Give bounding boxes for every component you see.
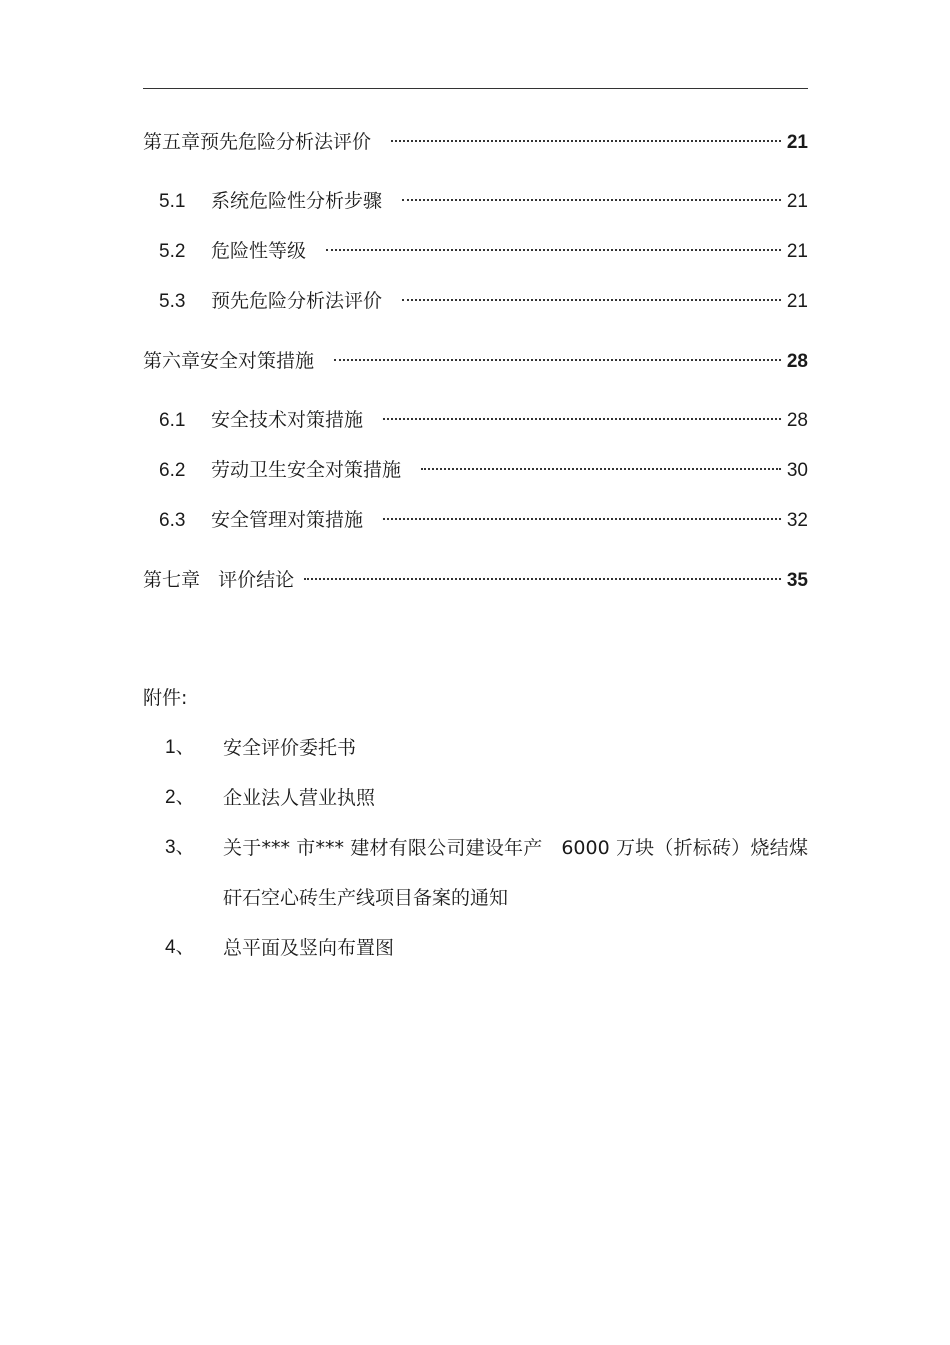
toc-page-number: 30 bbox=[786, 460, 808, 481]
toc-title: 第六章安全对策措施 bbox=[143, 350, 315, 372]
toc-leader-dots bbox=[391, 140, 781, 142]
toc-page-number: 21 bbox=[786, 291, 808, 312]
toc-title: 安全技术对策措施 bbox=[211, 409, 364, 431]
toc-title: 第五章预先危险分析法评价 bbox=[143, 131, 372, 153]
toc-leader-dots bbox=[334, 359, 781, 361]
attachment-text: 总平面及竖向布置图 bbox=[223, 937, 395, 959]
toc-leader-dots bbox=[402, 199, 781, 201]
toc-section-number: 5.2 bbox=[159, 241, 186, 262]
attachment-number: 4、 bbox=[165, 937, 195, 958]
attachment-number: 3、 bbox=[165, 837, 195, 858]
toc-entry-5-2[interactable] bbox=[159, 236, 808, 266]
toc-page-number: 21 bbox=[786, 241, 808, 262]
toc-section-number: 5.1 bbox=[159, 191, 186, 212]
toc-page-number: 21 bbox=[786, 132, 808, 153]
toc-entry-chapter-5[interactable] bbox=[143, 127, 808, 157]
toc-page-number: 21 bbox=[786, 191, 808, 212]
toc-section-number: 6.3 bbox=[159, 510, 186, 531]
toc-title: 危险性等级 bbox=[211, 240, 307, 262]
toc-page-number: 32 bbox=[786, 510, 808, 531]
header-rule bbox=[143, 88, 808, 89]
toc-section-number: 6.1 bbox=[159, 410, 186, 431]
toc-entry-5-3[interactable] bbox=[159, 286, 808, 316]
toc-title: 劳动卫生安全对策措施 bbox=[211, 459, 402, 481]
toc-leader-dots bbox=[402, 299, 781, 301]
attachments-heading: 附件: bbox=[143, 687, 188, 709]
attachment-text: 企业法人营业执照 bbox=[223, 787, 376, 809]
toc-leader-dots bbox=[383, 518, 781, 520]
toc-entry-chapter-7[interactable] bbox=[143, 565, 808, 595]
attachment-number: 2、 bbox=[165, 787, 195, 808]
toc-leader-dots bbox=[326, 249, 781, 251]
toc-entry-5-1[interactable] bbox=[159, 186, 808, 216]
toc-leader-dots bbox=[383, 418, 781, 420]
attachment-item bbox=[165, 833, 808, 933]
toc-page-number: 28 bbox=[786, 410, 808, 431]
toc-entry-6-3[interactable] bbox=[159, 505, 808, 535]
attachment-number: 1、 bbox=[165, 737, 195, 758]
toc-title: 系统危险性分析步骤 bbox=[211, 190, 383, 212]
attachment-text: 关于*** 市*** 建材有限公司建设年产 6000 万块（折标砖）烧结煤矸石空心砖生产线项目备案的通知 bbox=[223, 837, 808, 909]
toc-entry-chapter-6[interactable] bbox=[143, 346, 808, 376]
toc-leader-dots bbox=[421, 468, 781, 470]
toc-title: 预先危险分析法评价 bbox=[211, 290, 383, 312]
toc-entry-6-2[interactable] bbox=[159, 455, 808, 485]
toc-page-number: 35 bbox=[786, 570, 808, 591]
toc-page-number: 28 bbox=[786, 351, 808, 372]
toc-entry-6-1[interactable] bbox=[159, 405, 808, 435]
toc-section-number: 5.3 bbox=[159, 291, 186, 312]
attachment-text: 安全评价委托书 bbox=[223, 737, 357, 759]
toc-leader-dots bbox=[304, 578, 781, 580]
toc-title: 安全管理对策措施 bbox=[211, 509, 364, 531]
toc-section-number: 6.2 bbox=[159, 460, 186, 481]
toc-title: 第七章 评价结论 bbox=[143, 569, 295, 591]
